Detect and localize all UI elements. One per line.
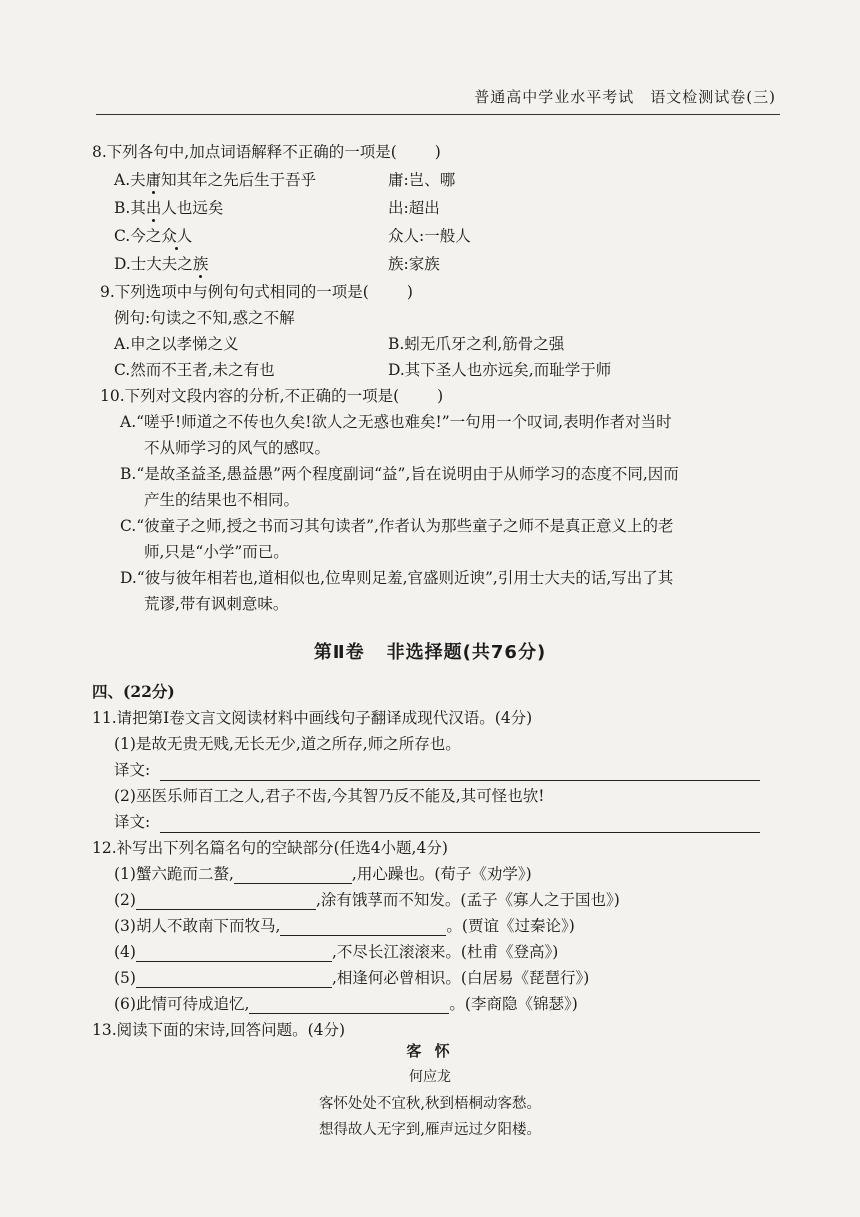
poem-author: 何应龙 xyxy=(409,1069,451,1085)
q8-gloss-c: 众人:一般人 xyxy=(388,227,471,245)
q8-stem: 8.下列各句中,加点词语解释不正确的一项是( ) xyxy=(92,143,441,161)
dotted-word: 族 xyxy=(192,255,209,273)
fill-blank[interactable] xyxy=(136,893,316,910)
fill-blank[interactable] xyxy=(234,867,352,884)
q9-option-d: D.其下圣人也亦远矣,而耻学于师 xyxy=(388,361,612,379)
q9-example: 例句:句读之不知,惑之不解 xyxy=(114,309,295,327)
q10-stem: 10.下列对文段内容的分析,不正确的一项是( ) xyxy=(100,387,444,405)
q11-item-2: (2)巫医乐师百工之人,君子不齿,今其智乃反不能及,其可怪也欤! xyxy=(114,787,545,805)
q10-option-d: D.“彼与彼年相若也,道相似也,位卑则足羞,官盛则近谀”,引用士大夫的话,写出了其 xyxy=(120,569,674,587)
q11-answer-line-1[interactable] xyxy=(160,780,760,781)
q9-option-b: B.蚓无爪牙之利,筋骨之强 xyxy=(388,335,565,353)
q11-answer-line-2[interactable] xyxy=(160,832,760,833)
fill-blank[interactable] xyxy=(280,919,446,936)
q8-gloss-d: 族:家族 xyxy=(388,255,440,273)
q10-option-c: C.“彼童子之师,授之书而习其句读者”,作者认为那些童子之师不是真正意义上的老 xyxy=(120,517,674,535)
q12-item-5: (5) ,相逢何必曾相识。(白居易《琵琶行》) xyxy=(114,969,590,987)
q10-option-b: B.“是故圣益圣,愚益愚”两个程度副词“益”,旨在说明由于从师学习的态度不同,因而 xyxy=(120,465,679,483)
q10-option-a: A.“嗟乎!师道之不传也久矣!欲人之无惑也难矣!”一句用一个叹词,表明作者对当时 xyxy=(120,413,672,431)
poem-line-1: 客怀处处不宜秋,秋到梧桐动客愁。 xyxy=(318,1096,542,1112)
fill-blank[interactable] xyxy=(136,971,332,988)
q9-stem: 9.下列选项中与例句句式相同的一项是( ) xyxy=(100,283,413,301)
q10-option-b-cont: 产生的结果也不相同。 xyxy=(144,491,300,509)
q12-item-4: (4) ,不尽长江滚滚来。(杜甫《登高》) xyxy=(114,943,559,961)
q10-option-c-cont: 师,只是“小学”而已。 xyxy=(144,543,289,561)
q8-gloss-a: 庸:岂、哪 xyxy=(388,171,456,189)
q11-answer-label-1: 译文: xyxy=(114,761,151,779)
page-header: 普通高中学业水平考试 语文检测试卷(三) xyxy=(474,88,776,106)
poem-line-2: 想得故人无字到,雁声远过夕阳楼。 xyxy=(318,1122,542,1138)
dotted-word: 出 xyxy=(145,199,162,217)
section-title: 第Ⅱ卷 非选择题(共76分) xyxy=(313,642,547,663)
q9-option-a: A.申之以孝悌之义 xyxy=(114,335,239,353)
q9-option-c: C.然而不王者,未之有也 xyxy=(114,361,275,379)
dotted-word: 众人 xyxy=(161,227,193,245)
q12-item-1: (1)蟹六跪而二螯, ,用心躁也。(荀子《劝学》) xyxy=(114,865,532,883)
q12-item-2: (2) ,涂有饿莩而不知发。(孟子《寡人之于国也》) xyxy=(114,891,620,909)
header-rule xyxy=(96,114,780,115)
poem-title: 客 怀 xyxy=(406,1042,454,1060)
q8-option-d: D.士大夫之族 xyxy=(114,255,209,273)
q8-option-c: C.今之众人 xyxy=(114,227,193,245)
q11-answer-label-2: 译文: xyxy=(114,813,151,831)
q10-option-a-cont: 不从师学习的风气的感叹。 xyxy=(144,439,331,457)
q13-stem: 13.阅读下面的宋诗,回答问题。(4分) xyxy=(92,1021,346,1039)
fill-blank[interactable] xyxy=(136,945,332,962)
dotted-word: 庸 xyxy=(145,171,162,189)
q11-item-1: (1)是故无贵无贱,无长无少,道之所存,师之所存也。 xyxy=(114,735,461,753)
q12-item-3: (3)胡人不敢南下而牧马, 。(贾谊《过秦论》) xyxy=(114,917,575,935)
q12-item-6: (6)此情可待成追忆, 。(李商隐《锦瑟》) xyxy=(114,995,578,1013)
q12-stem: 12.补写出下列名篇名句的空缺部分(任选4小题,4分) xyxy=(92,839,448,857)
q8-option-a: A.夫庸知其年之先后生于吾乎 xyxy=(114,171,317,189)
fill-blank[interactable] xyxy=(249,997,449,1014)
q8-option-b: B.其出人也远矣 xyxy=(114,199,224,217)
q10-option-d-cont: 荒谬,带有讽刺意味。 xyxy=(144,595,289,613)
part4-heading: 四、(22分) xyxy=(92,682,175,701)
q8-gloss-b: 出:超出 xyxy=(388,199,440,217)
q11-stem: 11.请把第Ⅰ卷文言文阅读材料中画线句子翻译成现代汉语。(4分) xyxy=(92,709,533,727)
